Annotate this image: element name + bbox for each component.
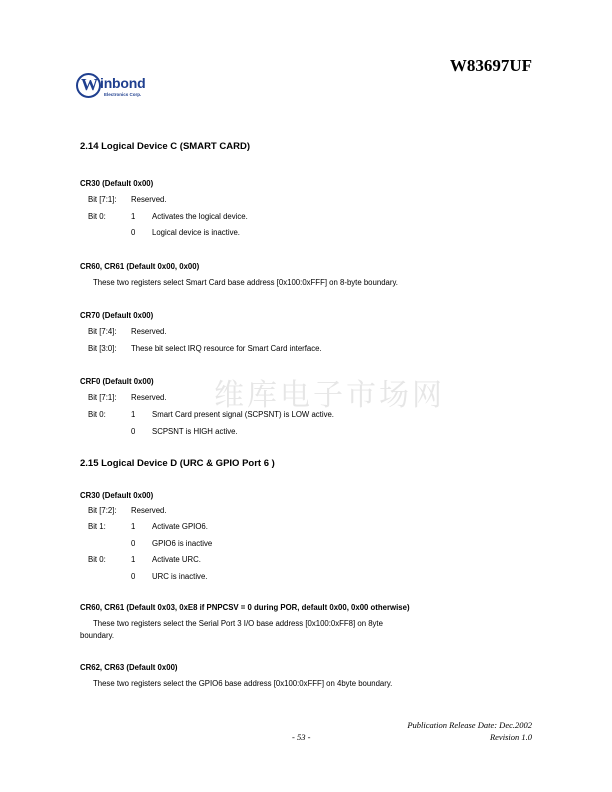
bit-desc: Reserved. [131, 195, 167, 204]
register-heading: CR60, CR61 (Default 0x00, 0x00) [80, 262, 200, 271]
register-text: boundary. [80, 631, 115, 640]
bit-value: 0 [131, 572, 136, 581]
bit-desc: GPIO6 is inactive [152, 539, 213, 548]
part-number: W83697UF [449, 56, 532, 75]
bit-value: 0 [131, 228, 136, 237]
bit-label: Bit [7:4]: [88, 327, 117, 336]
register-heading: CR30 (Default 0x00) [80, 179, 154, 188]
bit-desc: SCPSNT is HIGH active. [152, 427, 238, 436]
register-heading: CR60, CR61 (Default 0x03, 0xE8 if PNPCSV = 0 during POR, default 0x00, 0x00 otherwise) [80, 603, 410, 612]
register-text: These two registers select the GPIO6 base address [0x100:0xFFF] on 4byte boundary. [93, 679, 393, 688]
bit-desc: Activate GPIO6. [152, 522, 208, 531]
bit-desc: Reserved. [131, 393, 167, 402]
register-heading: CR70 (Default 0x00) [80, 311, 154, 320]
page-number: - 53 - [292, 732, 311, 742]
bit-label: Bit 0: [88, 555, 106, 564]
bit-label: Bit 1: [88, 522, 106, 531]
bit-desc: Activates the logical device. [152, 212, 248, 221]
footer-release-date: Publication Release Date: Dec.2002 [407, 720, 532, 730]
bit-desc: Reserved. [131, 327, 167, 336]
footer-revision: Revision 1.0 [489, 732, 532, 742]
register-heading: CRF0 (Default 0x00) [80, 377, 154, 386]
bit-value: 1 [131, 555, 136, 564]
bit-desc: Reserved. [131, 506, 167, 515]
bit-desc: URC is inactive. [152, 572, 208, 581]
bit-label: Bit 0: [88, 212, 106, 221]
bit-label: Bit [7:2]: [88, 506, 117, 515]
bit-label: Bit 0: [88, 410, 106, 419]
bit-label: Bit [7:1]: [88, 195, 117, 204]
watermark: 维库电子市场网 [214, 378, 445, 413]
bit-label: Bit [7:1]: [88, 393, 117, 402]
bit-desc: Activate URC. [152, 555, 201, 564]
bit-desc: Smart Card present signal (SCPSNT) is LOW active. [152, 410, 334, 419]
bit-value: 1 [131, 522, 136, 531]
logo-name: inbond [100, 75, 146, 91]
logo-w-glyph: W [81, 75, 98, 94]
register-heading: CR30 (Default 0x00) [80, 491, 154, 500]
register-text: These two registers select the Serial Port 3 I/O base address [0x100:0xFF8] on 8yte [93, 619, 383, 628]
bit-value: 1 [131, 410, 136, 419]
bit-value: 0 [131, 427, 136, 436]
bit-value: 1 [131, 212, 136, 221]
register-heading: CR62, CR63 (Default 0x00) [80, 663, 178, 672]
bit-desc: These bit select IRQ resource for Smart Card interface. [131, 344, 322, 353]
logo-subtitle: Electronics Corp. [104, 92, 142, 97]
bit-value: 0 [131, 539, 136, 548]
bit-label: Bit [3:0]: [88, 344, 117, 353]
winbond-logo [76, 73, 176, 101]
register-text: These two registers select Smart Card base address [0x100:0xFFF] on 8-byte boundary. [93, 278, 398, 287]
section-title: 2.15 Logical Device D (URC & GPIO Port 6 ) [80, 458, 275, 469]
bit-desc: Logical device is inactive. [152, 228, 240, 237]
section-title: 2.14 Logical Device C (SMART CARD) [80, 141, 250, 152]
